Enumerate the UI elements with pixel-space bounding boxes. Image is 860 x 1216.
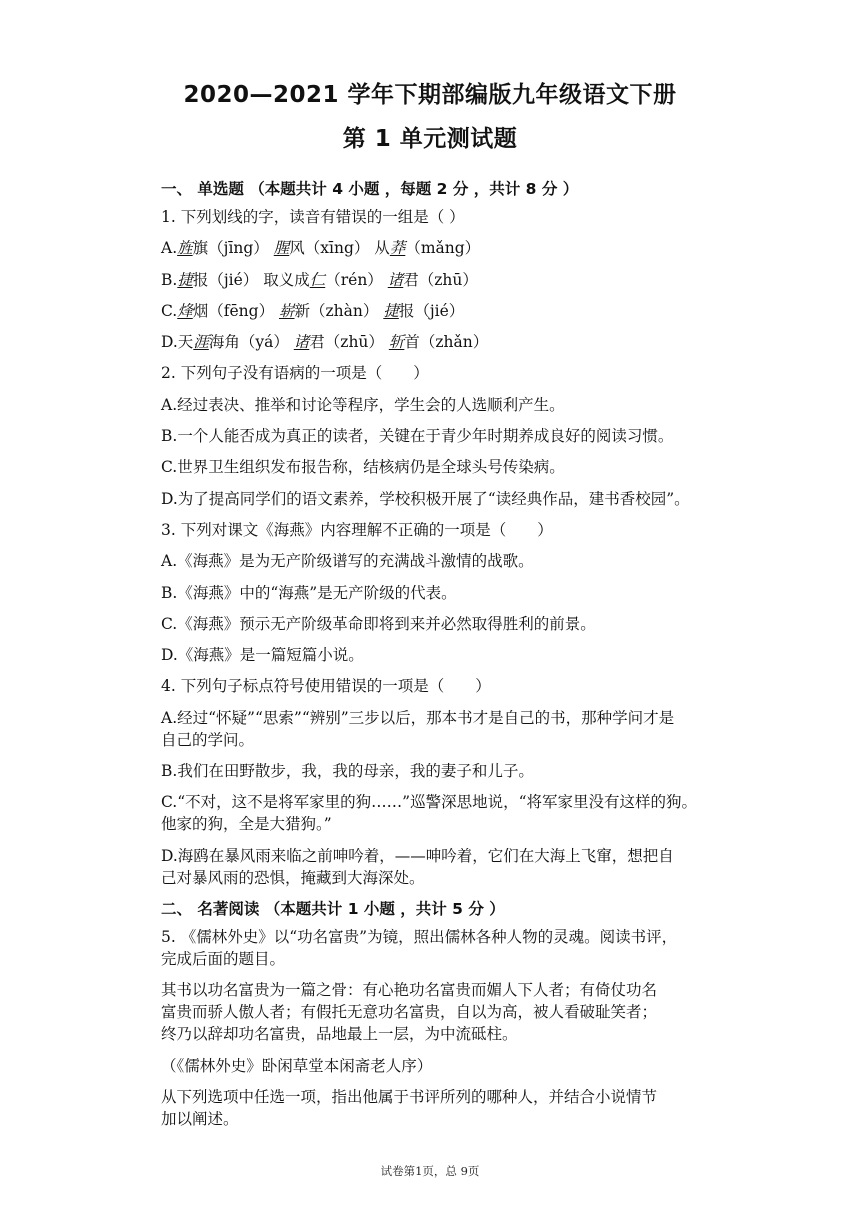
text-line: C.“不对，这不是将军家里的狗……”巡警深思地说，“将军家里没有这样的狗。 — [161, 793, 698, 812]
option-text: （rén） — [325, 270, 388, 289]
underlined-char: 旌 — [177, 239, 193, 258]
section-header-classics-reading: 二、 名著阅读 （本题共计 1 小题 ，共计 5 分 ） — [161, 899, 505, 918]
text-line: 其书以功名富贵为一篇之骨：有心艳功名富贵而媚人下人者；有倚仗功名 — [161, 981, 658, 1000]
option-text: 旗（jīng） — [192, 239, 274, 258]
text-line: 富贵而骄人傲人者；有假托无意功名富贵，自以为高，被人看破耻笑者； — [161, 1003, 658, 1022]
underlined-char: 莽 — [389, 239, 406, 258]
question-2-stem: 2. 下列句子没有语病的一项是（ ） — [161, 364, 429, 383]
text-line: 加以阐述。 — [161, 1109, 239, 1128]
text-line: 终乃以辞却功名富贵，品地最上一层，为中流砥柱。 — [161, 1025, 518, 1044]
option-text: 首（zhǎn） — [404, 333, 489, 352]
text-line: D.海鸥在暴风雨来临之前呻吟着，——呻吟着，它们在大海上飞窜，想把自 — [161, 846, 674, 865]
question-2-option-a: A.经过表决、推举和讨论等程序，学生会的人选顺利产生。 — [161, 395, 565, 414]
text-line: A.经过“怀疑”“思索”“辨别”三步以后，那本书才是自己的书，那种学问才是 — [161, 708, 675, 727]
question-5-task — [161, 1086, 761, 1130]
option-prefix: D.天 — [161, 333, 194, 352]
underlined-char: 仁 — [309, 270, 326, 289]
question-3-stem: 3. 下列对课文《海燕》内容理解不正确的一项是（ ） — [161, 520, 553, 539]
underlined-char: 捷 — [383, 301, 399, 320]
option-text: 报（jié） 取义成 — [192, 270, 310, 289]
option-text: （mǎng） — [405, 239, 481, 258]
option-text: 报（jié） — [398, 301, 465, 320]
question-3-option-d: D.《海燕》是一篇短篇小说。 — [161, 646, 364, 665]
question-3-option-a: A.《海燕》是为无产阶级谱写的充满战斗激情的战歌。 — [161, 552, 534, 571]
document-subtitle: 第 1 单元测试题 — [342, 126, 518, 152]
question-1-option-a — [161, 237, 761, 259]
underlined-char: 腥 — [273, 239, 290, 258]
question-5-source: （《儒林外史》卧闲草堂本闲斋老人序） — [161, 1056, 433, 1075]
underlined-char: 崭 — [279, 301, 295, 320]
text-line: 5. 《儒林外史》以“功名富贵”为镜，照出儒林各种人物的灵魂。阅读书评， — [161, 927, 678, 946]
option-text: 新（zhàn） — [294, 301, 384, 320]
question-1-stem: 1. 下列划线的字，读音有错误的一组是（ ） — [161, 208, 465, 226]
option-prefix: B. — [161, 270, 178, 289]
option-text: 君（zhū） — [309, 333, 389, 352]
question-3-option-b: B.《海燕》中的“海燕”是无产阶级的代表。 — [161, 583, 457, 602]
question-5-stem — [161, 926, 761, 970]
underlined-char: 涯 — [193, 333, 209, 352]
option-prefix: C. — [161, 301, 178, 320]
question-1-option-b — [161, 269, 761, 291]
option-text: 风（xīng） 从 — [289, 239, 390, 258]
underlined-char: 捷 — [177, 270, 193, 289]
underlined-char: 诸 — [293, 333, 310, 352]
question-4-stem: 4. 下列句子标点符号使用错误的一项是（ ） — [161, 677, 491, 696]
text-line: 他家的狗，全是大猎狗。” — [161, 815, 332, 834]
document-title: 2020—2021 学年下期部编版九年级语文下册 — [183, 82, 677, 108]
underlined-char: 斩 — [388, 333, 405, 352]
option-prefix: A. — [161, 239, 178, 258]
section-header-single-choice: 一、 单选题 （本题共计 4 小题 ，每题 2 分 ，共计 8 分 ） — [161, 180, 579, 198]
underlined-char: 烽 — [177, 301, 193, 320]
question-4-option-c — [161, 791, 761, 835]
text-line: 自己的学问。 — [161, 730, 255, 749]
question-2-option-b: B.一个人能否成为真正的读者，关键在于青少年时期养成良好的阅读习惯。 — [161, 427, 674, 446]
option-text: 君（zhū） — [403, 270, 478, 289]
text-line: 己对暴风雨的恐惧，掩藏到大海深处。 — [161, 868, 425, 887]
question-5-quote — [161, 979, 761, 1045]
question-3-option-c: C.《海燕》预示无产阶级革命即将到来并必然取得胜利的前景。 — [161, 614, 596, 633]
question-4-option-d — [161, 845, 761, 889]
text-line: 从下列选项中任选一项，指出他属于书评所列的哪种人，并结合小说情节 — [161, 1087, 658, 1106]
text-line: 完成后面的题目。 — [161, 949, 286, 968]
question-4-option-a — [161, 707, 761, 751]
question-2-option-d: D.为了提高同学们的语文素养，学校积极开展了“读经典作品，建书香校园”。 — [161, 489, 690, 508]
question-1-option-c — [161, 300, 761, 322]
page-footer: 试卷第1页，总 9页 — [380, 1164, 480, 1178]
question-2-option-c: C.世界卫生组织发布报告称，结核病仍是全球头号传染病。 — [161, 458, 565, 477]
underlined-char: 诸 — [387, 270, 404, 289]
option-text: 海角（yá） — [208, 333, 294, 352]
exam-content — [161, 178, 761, 1139]
question-1-option-d — [161, 331, 761, 353]
option-text: 烟（fēng） — [192, 301, 279, 320]
question-4-option-b: B.我们在田野散步，我，我的母亲，我的妻子和儿子。 — [161, 762, 534, 781]
